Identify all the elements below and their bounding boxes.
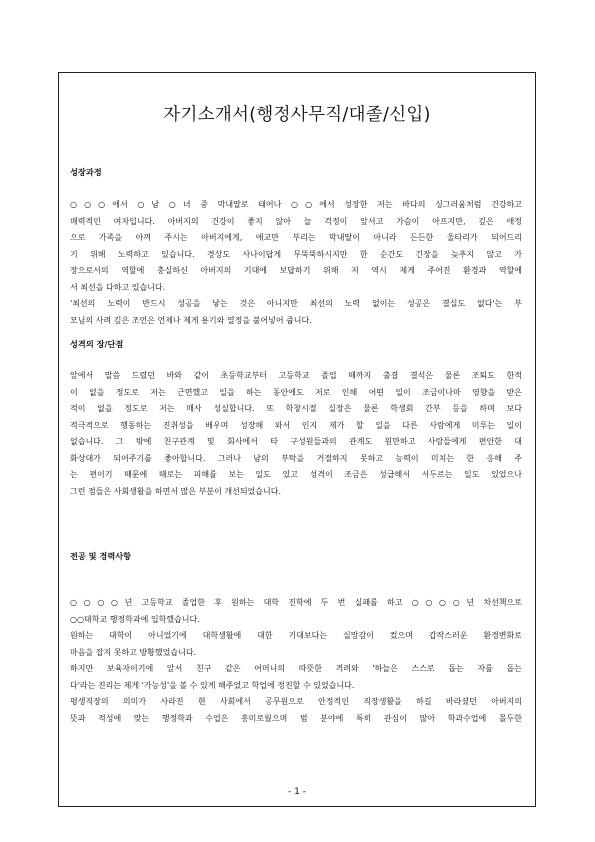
section-body-major-career bbox=[70, 595, 522, 727]
section-heading-major-career: 전공 및 경력사항 bbox=[70, 551, 132, 561]
text-line: 매력적인 여자입니다. 아버지의 건강이 좋지 않아 늘 걱정이 앞서고 가슴이 아프지만, 깊은 애정 bbox=[70, 216, 522, 226]
text-line: 적극적으로 행동하는 진취성을 배우며 성장해 와서 인지 제가 할 일을 다른 사람에게 미루는 일이 bbox=[70, 420, 522, 430]
text-line: ○○○에서 ○남 ○녀 중 막내딸로 태어나 ○○에서 성장한 저는 바다의 싱그러움처럼 건강하고 bbox=[70, 200, 522, 209]
text-line: 모님의 사려 깊은 조언은 언제나 제게 용기와 열정을 불어넣어 줍니다. bbox=[70, 315, 312, 325]
section-heading-personality: 성격의 장/단점 bbox=[70, 339, 124, 349]
section-heading-growth: 성장과정 bbox=[70, 167, 102, 177]
text-line: 하지만 보육자이기에 앞서 친구 같은 어머니의 따뜻한 격려와 '하늘은 스스로 돕는 자를 돕는 bbox=[70, 664, 522, 673]
page-number: - 1 - bbox=[288, 787, 306, 797]
text-line: 이 없을 정도로 저는 근면했고 일을 하는 동안에도 저로 인해 어떤 일이 조금이나마 영향을 받은 bbox=[70, 387, 522, 397]
text-line: 뜻과 적성에 맞는 행정학과 수업은 흥미로웠으며 범 분야에 특히 관심이 많아 학과수업에 몰두한 bbox=[70, 713, 522, 723]
text-line: 그런 점들은 사회생활을 하면서 많은 부분이 개선되었습니다. bbox=[70, 486, 281, 496]
text-line: 없습니다. 그 밖에 친구관계 및 회사에서 타 구성원들과의 관계도 원만하고 사람들에게 편안한 대 bbox=[70, 437, 522, 446]
text-line: 는 편이기 때문에 때로는 피해를 보는 일도 있고 성격이 조금은 성급해서 서두르는 일도 있었으나 bbox=[70, 470, 522, 479]
text-line: 화상대가 되어주기를 좋아합니다. 그러나 남의 부탁을 거절하지 못하고 능력이 미치는 한 응해 주 bbox=[70, 453, 522, 463]
text-line: ○○○○년 고등학교 졸업한 후 원하는 대학 진학에 두 번 실패를 하고 ○○○○년 차선책으로 bbox=[70, 598, 522, 607]
text-line: 다'라는 진리는 제게 '가능성'을 볼 수 있게 해주었고 학업에 정진할 수 있었습니다. bbox=[70, 680, 355, 690]
text-line: 평생직장의 의미가 사라진 현 사회에서 공무원으로 안정적인 직장생활을 하길 바라셨던 아버지의 bbox=[70, 697, 522, 706]
document-page bbox=[58, 72, 536, 807]
text-line: 서 최선을 다하고 있습니다. bbox=[70, 282, 166, 292]
document-title: 자기소개서(행정사무직/대졸/신입) bbox=[163, 105, 431, 125]
text-line: 적이 없을 정도로 저는 매사 성실합니다. 또 학창시절 실장은 물론 학생회 간부 등을 하며 보다 bbox=[70, 404, 522, 413]
text-line: '최선의 노력이 반드시 성공을 낳는 것은 아니지만 최선의 노력 없이는 성공은 결실도 없다'는 부 bbox=[70, 299, 522, 308]
text-line: ○○대학교 행정학과에 입학했습니다. bbox=[70, 614, 200, 624]
text-line: 장으로서의 역할에 충실하신 아버지의 기대에 보답하기 위해 저 역시 제게 주어진 환경과 역할에 bbox=[70, 266, 522, 275]
text-line: 으로 가족을 아껴 주시는 아버지에게, 애교만 부리는 막내딸이 아니라 든든한 울타리가 되어드리 bbox=[70, 233, 522, 242]
text-line: 기 위해 노력하고 있습니다. 경상도 사나이답게 무뚝뚝하시지만 한 순간도 긴장을 늦추지 않고 가 bbox=[70, 249, 522, 259]
text-line: 마음을 잡지 못하고 방황했었습니다. bbox=[70, 647, 197, 657]
text-line: 앞에서 말씀 드렸던 바와 같이 초등학교부터 고등학교 졸업 때까지 출결 결석은 물론 조퇴도 한적 bbox=[70, 371, 522, 380]
section-body-growth bbox=[70, 197, 522, 329]
section-body-personality bbox=[70, 368, 522, 500]
text-line: 원하는 대학이 아니었기에 대학생활에 대한 기대보다는 실망감이 컸으며 갑작스러운 환경변화로 bbox=[70, 631, 522, 640]
